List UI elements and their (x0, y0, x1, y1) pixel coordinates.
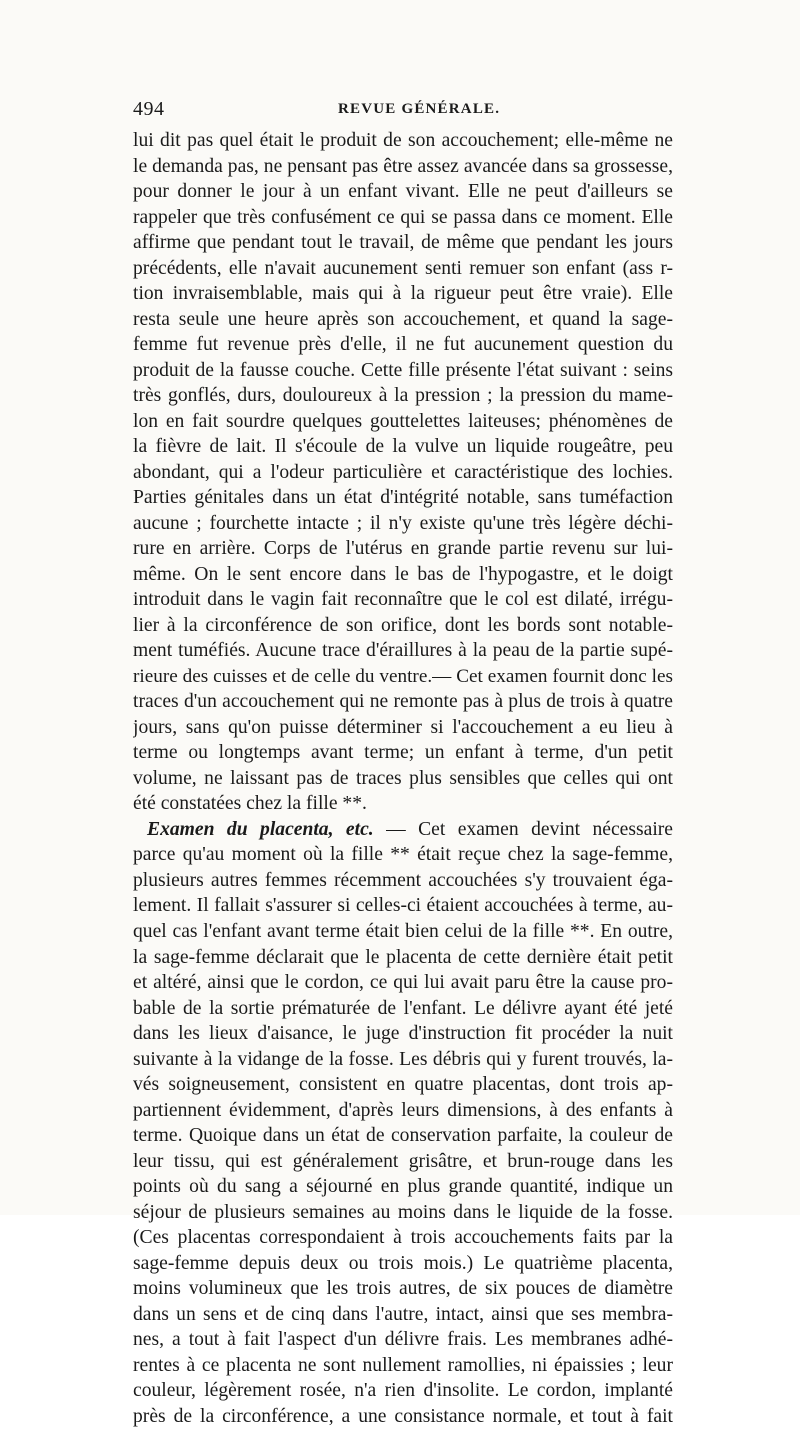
page-number: 494 (133, 98, 165, 120)
text-line: Parties génitales dans un état d'intégrité notable, sans tuméfaction (133, 487, 673, 509)
text-line: rure en arrière. Corps de l'utérus en grande partie revenu sur lui- (133, 538, 673, 560)
text-line: introduit dans le vagin fait reconnaître que le col est dilaté, irrégu- (133, 589, 673, 611)
text-line: moins volumineux que les trois autres, de six pouces de diamètre (133, 1278, 673, 1300)
text-line: terme. Quoique dans un état de conservation parfaite, la couleur de (133, 1125, 673, 1147)
text-line: et altéré, ainsi que le cordon, ce qui lui avait paru être la cause pro- (133, 972, 673, 994)
text-line: nes, a tout à fait l'aspect d'un délivre frais. Les membranes adhé- (133, 1329, 673, 1351)
body-text (133, 128, 673, 1429)
text-line: couleur, légèrement rosée, n'a rien d'insolite. Le cordon, implanté (133, 1380, 673, 1402)
text-line: rentes à ce placenta ne sont nullement ramollies, ni épaissies ; leur (133, 1354, 673, 1376)
text-line: lui dit pas quel était le produit de son accouchement; elle-même ne (133, 130, 673, 151)
running-head (133, 98, 673, 122)
text-line: bable de la sortie prématurée de l'enfant. Le délivre ayant été jeté (133, 997, 673, 1019)
text-line: tion invraisemblable, mais qui à la rigueur peut être vraie). Elle (133, 283, 673, 305)
text-line: séjour de plusieurs semaines au moins dans le liquide de la fosse. (133, 1201, 673, 1223)
text-line: leur tissu, qui est généralement grisâtre, et brun-rouge dans les (133, 1150, 673, 1172)
section-heading: Examen du placenta, etc. (147, 818, 374, 840)
text-line: plusieurs autres femmes récemment accouchées s'y trouvaient éga- (133, 869, 673, 891)
text-line: vés soigneusement, consistent en quatre placentas, dont trois ap- (133, 1074, 673, 1096)
text-line: quel cas l'enfant avant terme était bien celui de la fille **. En outre, (133, 920, 673, 942)
text-line: (Ces placentas correspondaient à trois accouchements faits par la (133, 1227, 673, 1249)
text-line: resta seule une heure après son accouchement, et quand la sage- (133, 308, 673, 330)
text-line: rieure des cuisses et de celle du ventre.— Cet examen fournit donc les (133, 665, 673, 687)
text-line: près de la circonférence, a une consistance normale, et tout à fait (133, 1405, 673, 1427)
text-line: femme fut revenue près d'elle, il ne fut aucunement question du (133, 334, 673, 356)
text-line: abondant, qui a l'odeur particulière et caractéristique des lochies. (133, 461, 673, 483)
text-line: terme ou longtemps avant terme; un enfant à terme, d'un petit (133, 742, 673, 764)
text-line: dans un sens et de cinq dans l'autre, intact, ainsi que ses membra- (133, 1303, 673, 1325)
text-line: suivante à la vidange de la fosse. Les débris qui y furent trouvés, la- (133, 1048, 673, 1070)
journal-title: REVUE GÉNÉRALE. (338, 101, 501, 117)
text-line: sage-femme depuis deux ou trois mois.) Le quatrième placenta, (133, 1252, 673, 1274)
text-line: lon en fait sourdre quelques gouttelettes laiteuses; phénomènes de (133, 410, 673, 432)
section-first-line (133, 817, 673, 843)
text-line: pour donner le jour à un enfant vivant. Elle ne peut d'ailleurs se (133, 181, 673, 203)
text-line: précédents, elle n'avait aucunement senti remuer son enfant (ass r- (133, 257, 673, 279)
text-line: très gonflés, durs, douloureux à la pression ; la pression du mame- (133, 385, 673, 407)
text-line: partiennent évidemment, d'après leurs dimensions, à des enfants à (133, 1099, 673, 1121)
text-line: points où du sang a séjourné en plus grande quantité, indique un (133, 1176, 673, 1198)
text-line: affirme que pendant tout le travail, de même que pendant les jours (133, 232, 673, 254)
text-line: même. On le sent encore dans le bas de l'hypogastre, et le doigt (133, 563, 673, 585)
text-line: ment tuméfiés. Aucune trace d'éraillures à la peau de la partie supé- (133, 640, 673, 662)
text-line: parce qu'au moment où la fille ** était reçue chez la sage-femme, (133, 844, 673, 866)
text-line: le demanda pas, ne pensant pas être assez avancée dans sa grossesse, (133, 155, 673, 177)
text-line: dans les lieux d'aisance, le juge d'instruction fit procéder la nuit (133, 1023, 673, 1045)
text-line: rappeler que très confusément ce qui se passa dans ce moment. Elle (133, 206, 673, 228)
section-first-line-text: — Cet examen devint nécessaire (373, 818, 673, 840)
text-line: été constatées chez la fille **. (133, 793, 367, 815)
text-line: lier à la circonférence de son orifice, dont les bords sont notable- (133, 614, 673, 636)
text-line: lement. Il fallait s'assurer si celles-ci étaient accouchées à terme, au- (133, 895, 673, 917)
text-line: aucune ; fourchette intacte ; il n'y existe qu'une très légère déchi- (133, 512, 673, 534)
text-line: la sage-femme déclarait que le placenta de cette dernière était petit (133, 946, 673, 968)
text-line: traces d'un accouchement qui ne remonte pas à plus de trois à quatre (133, 691, 673, 713)
text-line: volume, ne laissant pas de traces plus sensibles que celles qui ont (133, 767, 673, 789)
text-line: produit de la fausse couche. Cette fille présente l'état suivant : seins (133, 359, 673, 381)
text-line: jours, sans qu'on puisse déterminer si l'accouchement a eu lieu à (133, 716, 673, 738)
text-line: la fièvre de lait. Il s'écoule de la vulve un liquide rougeâtre, peu (133, 436, 673, 458)
